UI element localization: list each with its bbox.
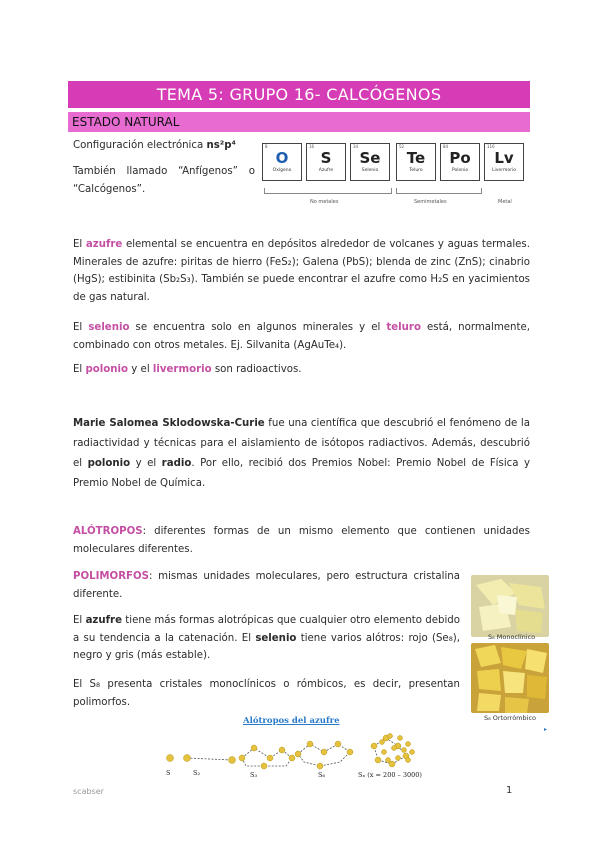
paragraph-s8: El S₈ presenta cristales monoclínicos o rómbicos, es decir, presentan polimorfos. <box>73 679 460 708</box>
element-cell-Lv: 116 Lv Livermorio <box>484 143 524 181</box>
semimetals-label: Semimetales <box>414 199 447 205</box>
paragraph-polimorfos: POLIMORFOS: mismas unidades moleculares, pero estructura cristalina diferente. <box>73 571 460 600</box>
paragraph-curie: Marie Salomea Sklodowska-Curie fue una científica que descubrió el fenómeno de la radiactividad y técnicas para el aislamiento de isótopos radiactivos. Además, descubrió el polonio y el radio. Por ello, recibió dos Premios Nobel: Premio Nobel de Física y Premio Nobel de Química. <box>73 418 531 489</box>
allotropes-figure-title: Alótropos del azufre <box>243 716 340 726</box>
metal-label: Metal <box>498 199 512 205</box>
paragraph-selenio: El selenio se encuentra solo en algunos minerales y el teluro está, normalmente, combinado con otros metales. Ej. Silvanita (AgAuTe₄). <box>73 322 530 351</box>
label-Sx: Sₓ (x = 200 – 3000) <box>358 771 422 779</box>
page-title: TEMA 5: GRUPO 16- CALCÓGENOS <box>68 81 530 108</box>
element-cell-S: 16 S Azufre <box>306 143 346 181</box>
label-S6: S₆ <box>318 771 326 779</box>
element-cell-Te: 52 Te Teluro <box>396 143 436 181</box>
footer-author: scabser <box>73 787 104 796</box>
paragraph-alotropos: ALÓTROPOS: diferentes formas de un mismo elemento que contienen unidades moleculares diferentes. <box>73 526 530 555</box>
config-line: Configuración electrónica ns²p⁴ <box>73 140 237 151</box>
paragraph-polonio: El polonio y el livermorio son radioactivos. <box>73 364 302 375</box>
label-S: S <box>166 769 171 777</box>
caption-monoclinic: S₈ Monoclínico <box>488 633 536 641</box>
section-heading: ESTADO NATURAL <box>68 112 530 132</box>
label-S2: S₂ <box>193 769 201 777</box>
nonmetals-brace <box>264 188 392 194</box>
page-number: 1 <box>506 785 513 796</box>
semimetals-brace <box>396 188 482 194</box>
element-cell-Se: 34 Se Selenio <box>350 143 390 181</box>
caption-orthorhombic: S₈ Ortorrómbico <box>484 714 536 722</box>
periodic-table-group16 <box>262 143 546 215</box>
aka-line: También llamado “Anfígenos” o “Calcógenos”. <box>73 166 255 195</box>
sulfur-orthorhombic-photo <box>471 643 549 713</box>
sulfur-monoclinic-photo <box>471 575 549 637</box>
element-cell-Po: 84 Po Polonio <box>440 143 480 181</box>
label-S3: S₃ <box>250 771 258 779</box>
paragraph-formas: El azufre tiene más formas alotrópicas que cualquier otro elemento debido a su tendencia a la catenación. El selenio tiene varios alótros: rojo (Se₈), negro y gris (más estable). <box>73 615 460 661</box>
orientation-mark: ▸ <box>544 726 548 733</box>
element-cell-O: 8 O Oxígeno <box>262 143 302 181</box>
nonmetals-label: No metales <box>310 199 339 205</box>
paragraph-azufre: El azufre elemental se encuentra en depósitos alrededor de volcanes y aguas termales. Minerales de azufre: piritas de hierro (FeS₂); Galena (PbS); blenda de zinc (ZnS); cinabrio (HgS); estibinita (Sb₂S₃). También se puede encontrar el azufre como H₂S en yacimientos de gas natural. <box>73 239 530 303</box>
